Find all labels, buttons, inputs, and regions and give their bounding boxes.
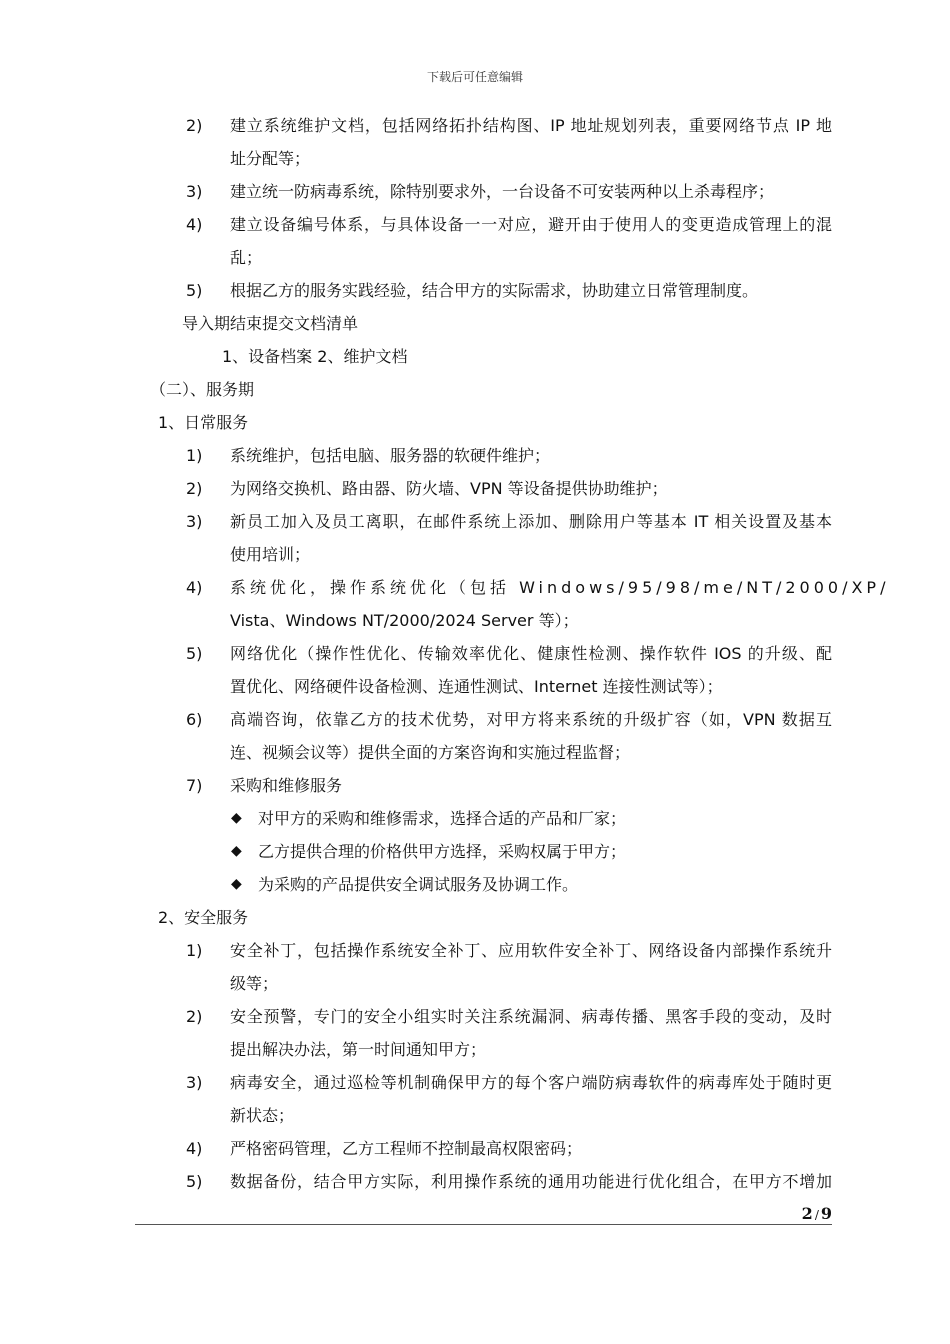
list-item-text: 为网络交换机、路由器、防火墙、VPN 等设备提供协助维护； [230, 479, 668, 498]
document-line [0, 670, 950, 703]
document-line [0, 1099, 950, 1132]
bullet-item-text: 对甲方的采购和维修需求，选择合适的产品和厂家； [258, 809, 627, 828]
list-number: 2) [186, 479, 203, 498]
page-number [802, 1204, 832, 1223]
list-number: 6) [186, 710, 203, 729]
document-line [0, 736, 950, 769]
document-line [0, 637, 950, 670]
page-total: 9 [820, 1204, 832, 1223]
list-item-text: 病毒安全，通过巡检等机制确保甲方的每个客户端防病毒软件的病毒库处于随时更 [230, 1073, 832, 1092]
list-item-text: 系统维护，包括电脑、服务器的软硬件维护； [230, 446, 551, 465]
list-number: 4) [186, 215, 203, 234]
document-line [0, 868, 950, 901]
list-item-text: 采购和维修服务 [230, 776, 343, 795]
document-line [0, 175, 950, 208]
list-item-continuation: Vista、Windows NT/2000/2024 Server 等）； [230, 611, 579, 630]
document-body [0, 109, 950, 1198]
list-item-continuation: 连、视频会议等）提供全面的方案咨询和实施过程监督； [230, 743, 631, 762]
document-line [0, 373, 950, 406]
page-separator: / [814, 1208, 819, 1222]
document-line [0, 109, 950, 142]
document-line [0, 769, 950, 802]
list-item-text: 新员工加入及员工离职，在邮件系统上添加、删除用户等基本 IT 相关设置及基本 [230, 512, 832, 531]
list-item-text: 数据备份，结合甲方实际，利用操作系统的通用功能进行优化组合，在甲方不增加 [230, 1172, 832, 1191]
section-heading: 2、安全服务 [158, 908, 249, 927]
document-line [0, 934, 950, 967]
list-number: 7) [186, 776, 203, 795]
section-heading: （二）、服务期 [150, 380, 255, 399]
list-number: 5) [186, 1172, 203, 1191]
footer-divider [135, 1224, 832, 1225]
list-number: 2) [186, 116, 203, 135]
document-line [0, 802, 950, 835]
document-line [0, 967, 950, 1000]
list-item-text: 系统优化，操作系统优化（包括 Windows/95/98/me/NT/2000/XP/ [230, 578, 890, 597]
page-header: 下载后可任意编辑 [426, 70, 523, 84]
list-item-text: 安全补丁，包括操作系统安全补丁、应用软件安全补丁、网络设备内部操作系统升 [230, 941, 832, 960]
document-line [0, 1033, 950, 1066]
document-line [0, 571, 950, 604]
bullet-item-text: 为采购的产品提供安全调试服务及协调工作。 [258, 875, 579, 894]
document-line [0, 604, 950, 637]
list-number: 1) [186, 446, 203, 465]
list-number: 3) [186, 512, 203, 531]
diamond-bullet-icon: ◆ [231, 810, 242, 826]
bullet-item-text: 乙方提供合理的价格供甲方选择，采购权属于甲方； [258, 842, 627, 861]
list-item-continuation: 使用培训； [230, 545, 311, 564]
section-heading: 导入期结束提交文档清单 [182, 314, 359, 333]
list-number: 5) [186, 281, 203, 300]
list-item-continuation: 址分配等； [230, 149, 311, 168]
document-line [0, 241, 950, 274]
document-line [0, 406, 950, 439]
document-line [0, 340, 950, 373]
document-line [0, 1165, 950, 1198]
section-heading: 1、日常服务 [158, 413, 249, 432]
list-number: 3) [186, 182, 203, 201]
page-current: 2 [801, 1204, 813, 1223]
list-item-continuation: 新状态； [230, 1106, 295, 1125]
list-item-text: 根据乙方的服务实践经验，结合甲方的实际需求，协助建立日常管理制度。 [230, 281, 759, 300]
list-item-text: 安全预警，专门的安全小组实时关注系统漏洞、病毒传播、黑客手段的变动，及时 [230, 1007, 832, 1026]
list-item-continuation: 置优化、网络硬件设备检测、连通性测试、Internet 连接性测试等）； [230, 677, 723, 696]
list-number: 4) [186, 1139, 203, 1158]
diamond-bullet-icon: ◆ [231, 843, 242, 859]
list-number: 2) [186, 1007, 203, 1026]
list-item-text: 网络优化（操作性优化、传输效率优化、健康性检测、操作软件 IOS 的升级、配 [230, 644, 832, 663]
document-line [0, 307, 950, 340]
document-line [0, 703, 950, 736]
list-item-text: 严格密码管理，乙方工程师不控制最高权限密码； [230, 1139, 583, 1158]
document-line [0, 1132, 950, 1165]
document-line [0, 142, 950, 175]
section-heading: 1、设备档案 2、维护文档 [222, 347, 408, 366]
document-line [0, 901, 950, 934]
list-number: 3) [186, 1073, 203, 1092]
list-number: 1) [186, 941, 203, 960]
document-line [0, 538, 950, 571]
diamond-bullet-icon: ◆ [231, 876, 242, 892]
list-item-text: 高端咨询，依靠乙方的技术优势，对甲方将来系统的升级扩容（如，VPN 数据互 [230, 710, 832, 729]
list-number: 5) [186, 644, 203, 663]
list-item-continuation: 提出解决办法，第一时间通知甲方； [230, 1040, 487, 1059]
document-line [0, 505, 950, 538]
list-item-continuation: 级等； [230, 974, 279, 993]
list-item-text: 建立设备编号体系，与具体设备一一对应，避开由于使用人的变更造成管理上的混 [230, 215, 832, 234]
document-line [0, 835, 950, 868]
document-line [0, 208, 950, 241]
document-line [0, 1000, 950, 1033]
list-item-text: 建立系统维护文档，包括网络拓扑结构图、IP 地址规划列表，重要网络节点 IP 地 [230, 116, 832, 135]
document-line [0, 274, 950, 307]
list-number: 4) [186, 578, 203, 597]
document-line [0, 1066, 950, 1099]
list-item-continuation: 乱； [230, 248, 263, 267]
document-line [0, 472, 950, 505]
list-item-text: 建立统一防病毒系统，除特别要求外，一台设备不可安装两种以上杀毒程序； [230, 182, 775, 201]
document-line [0, 439, 950, 472]
